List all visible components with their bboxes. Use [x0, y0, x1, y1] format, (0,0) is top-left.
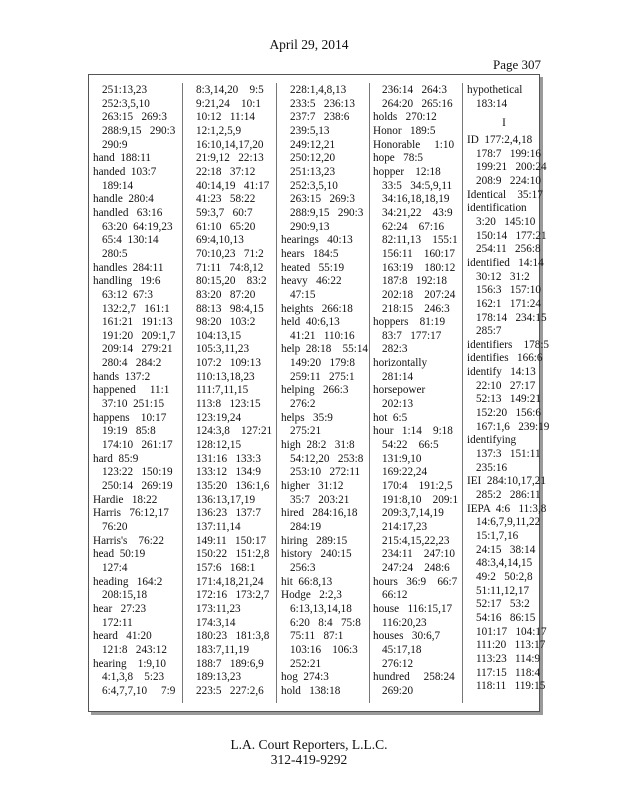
index-entry-refs: 113:23 114:9 — [476, 652, 541, 665]
index-entry-term: handled 63:16 — [93, 206, 163, 219]
index-entry-term: heights 266:18 — [281, 302, 353, 315]
index-entry-refs: 41:23 58:22 — [196, 193, 256, 206]
index-entry-term: hog 274:3 — [281, 671, 329, 684]
index-entry-term: ID 177:2,4,18 — [467, 133, 533, 146]
index-entry-refs: 131:9,10 — [382, 452, 422, 465]
index-entry-refs: 276:2 — [290, 398, 316, 411]
index-entry-refs: 218:15 246:3 — [382, 302, 450, 315]
index-entry-refs: 4:1,3,8 5:23 — [102, 671, 165, 684]
index-entry-term: IEPA 4:6 11:3,8 — [467, 502, 547, 515]
index-entry-refs: 209:14 279:21 — [102, 343, 173, 356]
index-entry-refs: 8:3,14,20 9:5 — [196, 84, 264, 96]
index-entry-refs: 281:14 — [382, 370, 414, 383]
index-entry-refs: 10:12 11:14 — [196, 111, 255, 124]
index-entry-term: heavy 46:22 — [281, 275, 342, 288]
index-entry-term: happened 11:1 — [93, 384, 170, 397]
index-entry-term: handle 280:4 — [93, 193, 154, 206]
index-entry-term: hear 27:23 — [93, 602, 147, 615]
index-entry-term: Honor 189:5 — [373, 124, 436, 137]
index-entry-refs: 132:2,7 161:1 — [102, 302, 170, 315]
index-entry-refs: 253:10 272:11 — [290, 466, 361, 479]
index-entry-term: Honorable 1:10 — [373, 138, 455, 151]
index-entry-refs: 63:20 64:19,23 — [102, 220, 173, 233]
index-entry-term: helping 266:3 — [281, 384, 349, 397]
index-entry-refs: 34:16,18,18,19 — [382, 193, 450, 206]
index-entry-term: IEI 284:10,17,21 — [467, 475, 546, 488]
index-column-4 — [373, 84, 463, 704]
index-entry-refs: 256:3 — [290, 561, 316, 574]
index-entry-refs: 288:9,15 290:3 — [290, 206, 364, 219]
index-entry-refs: 172:16 173:2,7 — [196, 589, 270, 602]
index-entry-refs: 80:15,20 83:2 — [196, 275, 267, 288]
index-entry-refs: 83:20 87:20 — [196, 288, 256, 301]
index-entry-term: help 28:18 55:14 — [281, 343, 369, 356]
index-entry-refs: 170:4 191:2,5 — [382, 480, 453, 493]
index-entry-refs: 35:7 203:21 — [290, 493, 350, 506]
section-letter: I — [502, 117, 506, 130]
index-entry-refs: 235:16 — [476, 461, 508, 474]
page-number: Page 307 — [493, 57, 542, 72]
index-entry-term: hit 66:8,13 — [281, 575, 333, 588]
index-entry-refs: 233:5 236:13 — [290, 97, 355, 110]
index-entry-term: hearings 40:13 — [281, 234, 353, 247]
index-entry-refs: 282:3 — [382, 343, 408, 356]
index-entry-refs: 250:14 269:19 — [102, 480, 173, 493]
index-entry-refs: 191:8,10 209:1 — [382, 493, 459, 506]
index-entry-term: holds 270:12 — [373, 111, 437, 124]
index-entry-term: hired 284:16,18 — [281, 507, 358, 520]
index-entry-refs: 247:24 248:6 — [382, 561, 450, 574]
index-entry-refs: 199:21 200:24 — [476, 161, 547, 174]
index-entry-refs: 264:20 265:16 — [382, 97, 453, 110]
index-entry-refs: 250:12,20 — [290, 152, 336, 165]
index-entry-refs: 103:16 106:3 — [290, 643, 358, 656]
index-entry-refs: 52:17 53:2 — [476, 598, 530, 611]
index-entry-refs: 30:12 31:2 — [476, 270, 530, 283]
index-entry-term: happens 10:17 — [93, 411, 167, 424]
index-entry-refs: 149:11 150:17 — [196, 534, 267, 547]
index-entry-refs: 284:19 — [290, 521, 322, 533]
index-entry-refs: 188:7 189:6,9 — [196, 657, 264, 670]
index-entry-term: helps 35:9 — [281, 411, 333, 424]
index-entry-term: Identical 35:17 — [467, 188, 543, 201]
index-entry-refs: 249:12,21 — [290, 138, 336, 151]
index-entry-refs: 152:20 156:6 — [476, 407, 541, 420]
index-entry-refs: 6:13,13,14,18 — [290, 602, 352, 615]
index-entry-refs: 110:13,18,23 — [196, 370, 255, 383]
footer-company: L.A. Court Reporters, L.L.C. — [230, 737, 388, 752]
index-entry-term: identification — [467, 202, 527, 215]
index-entry-refs: 54:22 66:5 — [382, 439, 439, 452]
index-entry-refs: 83:7 177:17 — [382, 329, 442, 342]
index-entry-refs: 280:5 — [102, 247, 128, 260]
index-entry-refs: 88:13 98:4,15 — [196, 302, 264, 315]
index-entry-refs: 45:17,18 — [382, 643, 422, 656]
index-entry-refs: 9:21,24 10:1 — [196, 97, 261, 110]
index-entry-term: heard 41:20 — [93, 630, 152, 643]
index-entry-refs: 70:10,23 71:2 — [196, 247, 264, 260]
index-entry-refs: 172:11 — [102, 616, 133, 629]
index-entry-refs: 251:13,23 — [102, 84, 148, 96]
index-entry-term: hour 1:14 9:18 — [373, 425, 453, 438]
index-entry-refs: 37:10 251:15 — [102, 398, 165, 411]
index-entry-refs: 189:13,23 — [196, 671, 242, 684]
index-entry-term: handling 19:6 — [93, 275, 161, 288]
index-entry-refs: 65:4 130:14 — [102, 234, 159, 247]
index-entry-refs: 169:22,24 — [382, 466, 428, 479]
index-entry-term: head 50:19 — [93, 548, 146, 561]
index-entry-refs: 33:5 34:5,9,11 — [382, 179, 453, 192]
index-entry-term: hundred 258:24 — [373, 671, 455, 684]
index-entry-term: Hardie 18:22 — [93, 493, 158, 506]
index-entry-refs: 133:12 134:9 — [196, 466, 261, 479]
index-entry-refs: 135:20 136:1,6 — [196, 480, 270, 493]
index-entry-refs: 116:20,23 — [382, 616, 427, 629]
index-entry-refs: 285:7 — [476, 325, 502, 338]
index-entry-refs: 111:20 113:17 — [476, 639, 546, 652]
index-entry-refs: 111:7,11,15 — [196, 384, 249, 397]
index-column-2 — [187, 84, 277, 704]
index-entry-refs: 149:20 179:8 — [290, 357, 355, 370]
index-entry-refs: 275:21 — [290, 425, 322, 438]
index-entry-refs: 263:15 269:3 — [102, 111, 167, 124]
index-entry-term: handed 103:7 — [93, 165, 157, 178]
index-entry-refs: 285:2 286:11 — [476, 489, 541, 502]
index-entry-term: hand 188:11 — [93, 152, 152, 165]
footer-phone: 312-419-9292 — [270, 752, 348, 767]
index-entry-term: hot 6:5 — [373, 411, 408, 424]
index-entry-term: Harris 76:12,17 — [93, 507, 169, 520]
index-table-frame — [88, 74, 550, 712]
index-entry-refs: 180:23 181:3,8 — [196, 630, 270, 643]
index-entry-refs: 171:4,18,21,24 — [196, 575, 264, 588]
index-column-1 — [93, 84, 183, 704]
index-entry-refs: 157:6 168:1 — [196, 561, 256, 574]
index-entry-refs: 3:20 145:10 — [476, 215, 536, 228]
index-entry-refs: 49:2 50:2,8 — [476, 570, 533, 583]
index-entry-refs: 137:11,14 — [196, 521, 241, 533]
index-entry-refs: 136:13,17,19 — [196, 493, 256, 506]
index-entry-refs: 214:17,23 — [382, 521, 428, 533]
index-entry-term: hard 85:9 — [93, 452, 139, 465]
index-entry-refs: 237:7 238:6 — [290, 111, 350, 124]
index-entry-term: hears 184:5 — [281, 247, 339, 260]
index-entry-refs: 178:7 199:16 — [476, 147, 541, 160]
index-entry-refs: 101:17 104:17 — [476, 625, 547, 638]
index-entry-refs: 162:1 171:24 — [476, 297, 541, 310]
index-entry-refs: 69:4,10,13 — [196, 234, 244, 247]
index-entry-refs: 136:23 137:7 — [196, 507, 261, 520]
index-entry-refs: 167:1,6 239:19 — [476, 420, 550, 433]
index-entry-refs: 12:1,2,5,9 — [196, 124, 242, 137]
index-entry-refs: 150:14 177:21 — [476, 229, 547, 242]
index-entry-refs: 40:14,19 41:17 — [196, 179, 270, 192]
index-entry-refs: 252:3,5,10 — [290, 179, 338, 192]
index-entry-refs: 124:3,8 127:21 — [196, 425, 273, 438]
index-entry-refs: 51:11,12,17 — [476, 584, 530, 597]
index-entry-refs: 47:15 — [290, 288, 316, 301]
index-entry-refs: 215:4,15,22,23 — [382, 534, 450, 547]
index-entry-term: heated 55:19 — [281, 261, 345, 274]
index-entry-term: higher 31:12 — [281, 480, 344, 493]
index-entry-term: identifying — [467, 434, 517, 447]
index-entry-refs: 24:15 38:14 — [476, 543, 536, 556]
index-entry-refs: 19:19 85:8 — [102, 425, 156, 438]
index-entry-refs: 189:14 — [102, 179, 134, 192]
index-entry-refs: 202:13 — [382, 398, 414, 411]
index-entry-refs: 174:3,14 — [196, 616, 236, 629]
index-entry-refs: 251:13,23 — [290, 165, 336, 178]
index-entry-refs: 15:1,7,16 — [476, 530, 519, 542]
index-entry-term: hopper 12:18 — [373, 165, 441, 178]
index-entry-term: hope 78:5 — [373, 152, 424, 165]
index-entry-refs: 127:4 — [102, 561, 128, 574]
index-entry-refs: 71:11 74:8,12 — [196, 261, 264, 274]
index-entry-term: heading 164:2 — [93, 575, 163, 588]
index-column-3 — [281, 84, 371, 704]
index-entry-term: identify 14:13 — [467, 366, 536, 379]
header-date: April 29, 2014 — [269, 37, 349, 52]
index-entry-refs: 178:14 234:15 — [476, 311, 547, 324]
index-entry-refs: 239:5,13 — [290, 124, 330, 137]
index-entry-term: high 28:2 31:8 — [281, 439, 355, 452]
index-entry-refs: 254:11 256:8 — [476, 243, 541, 256]
index-entry-refs: 259:11 275:1 — [290, 370, 355, 383]
index-entry-refs: 252:3,5,10 — [102, 97, 150, 110]
index-entry-refs: 63:12 67:3 — [102, 288, 153, 301]
index-entry-term: held 40:6,13 — [281, 316, 340, 329]
index-entry-refs: 156:3 157:10 — [476, 284, 541, 297]
index-entry-refs: 21:9,12 22:13 — [196, 152, 264, 165]
index-entry-refs: 54:12,20 253:8 — [290, 452, 364, 465]
index-entry-refs: 34:21,22 43:9 — [382, 206, 453, 219]
index-entry-refs: 16:10,14,17,20 — [196, 138, 264, 151]
index-entry-refs: 121:8 243:12 — [102, 643, 167, 656]
index-entry-term: houses 30:6,7 — [373, 630, 441, 643]
index-entry-refs: 54:16 86:15 — [476, 611, 536, 624]
index-entry-term: hoppers 81:19 — [373, 316, 446, 329]
index-entry-refs: 6:4,7,7,10 7:9 — [102, 684, 176, 697]
index-entry-refs: 118:11 119:15 — [476, 680, 546, 693]
index-entry-refs: 98:20 103:2 — [196, 316, 256, 329]
index-entry-refs: 290:9,13 — [290, 220, 330, 233]
index-entry-term: handles 284:11 — [93, 261, 164, 274]
index-entry-refs: 150:22 151:2,8 — [196, 548, 270, 561]
index-entry-term: identified 14:14 — [467, 256, 544, 269]
index-entry-refs: 236:14 264:3 — [382, 84, 447, 96]
index-entry-refs: 228:1,4,8,13 — [290, 84, 347, 96]
index-entry-refs: 105:3,11,23 — [196, 343, 250, 356]
index-entry-term: horsepower — [373, 384, 426, 397]
index-entry-refs: 22:18 37:12 — [196, 165, 256, 178]
index-entry-refs: 173:11,23 — [196, 602, 241, 615]
index-entry-refs: 209:3,7,14,19 — [382, 507, 444, 520]
index-entry-refs: 161:21 191:13 — [102, 316, 173, 329]
index-entry-refs: 174:10 261:17 — [102, 439, 173, 452]
index-column-5 — [467, 84, 550, 704]
index-entry-refs: 252:21 — [290, 657, 322, 670]
index-entry-refs: 123:19,24 — [196, 411, 242, 424]
index-entry-refs: 123:22 150:19 — [102, 466, 173, 479]
index-entry-refs: 113:8 123:15 — [196, 398, 261, 411]
index-entry-refs: 117:15 118:4 — [476, 666, 541, 679]
index-entry-refs: 14:6,7,9,11,22 — [476, 516, 541, 529]
index-entry-refs: 75:11 87:1 — [290, 630, 344, 643]
index-entry-refs: 234:11 247:10 — [382, 548, 455, 561]
index-entry-refs: 187:8 192:18 — [382, 275, 447, 288]
index-entry-refs: 290:9 — [102, 138, 128, 151]
index-entry-refs: 183:7,11,19 — [196, 643, 250, 656]
index-entry-term: identifiers 178:5 — [467, 338, 550, 351]
index-entry-refs: 131:16 133:3 — [196, 452, 261, 465]
index-entry-refs: 208:9 224:10 — [476, 174, 541, 187]
index-entry-refs: 263:15 269:3 — [290, 193, 355, 206]
index-entry-term: hours 36:9 66:7 — [373, 575, 458, 588]
index-entry-refs: 76:20 — [102, 521, 128, 533]
index-entry-term: Harris's 76:22 — [93, 534, 164, 547]
index-entry-refs: 6:20 8:4 75:8 — [290, 616, 361, 629]
index-entry-refs: 48:3,4,14,15 — [476, 557, 533, 570]
index-entry-term: horizontally — [373, 357, 428, 370]
index-entry-refs: 82:11,13 155:1 — [382, 234, 458, 247]
index-entry-term: identifies 166:6 — [467, 352, 543, 365]
index-entry-refs: 280:4 284:2 — [102, 357, 162, 370]
index-entry-refs: 191:20 209:1,7 — [102, 329, 176, 342]
index-entry-refs: 62:24 67:16 — [382, 220, 445, 233]
index-entry-refs: 183:14 — [476, 97, 508, 110]
index-entry-refs: 22:10 27:17 — [476, 379, 536, 392]
index-entry-term: history 240:15 — [281, 548, 352, 561]
index-entry-refs: 156:11 160:17 — [382, 247, 455, 260]
index-entry-term: hearing 1:9,10 — [93, 657, 167, 670]
index-entry-refs: 66:12 — [382, 589, 408, 602]
index-entry-refs: 59:3,7 60:7 — [196, 206, 253, 219]
index-entry-refs: 128:12,15 — [196, 439, 242, 452]
index-entry-refs: 288:9,15 290:3 — [102, 124, 176, 137]
index-entry-refs: 223:5 227:2,6 — [196, 684, 264, 697]
index-entry-term: hands 137:2 — [93, 370, 151, 383]
index-entry-refs: 208:15,18 — [102, 589, 148, 602]
index-entry-term: hiring 289:15 — [281, 534, 348, 547]
index-entry-refs: 41:21 110:16 — [290, 329, 355, 342]
index-entry-refs: 276:12 — [382, 657, 414, 670]
index-entry-term: hypothetical — [467, 84, 523, 96]
index-entry-refs: 163:19 180:12 — [382, 261, 456, 274]
index-entry-refs: 269:20 — [382, 684, 414, 697]
index-entry-refs: 52:13 149:21 — [476, 393, 541, 406]
index-entry-refs: 107:2 109:13 — [196, 357, 261, 370]
index-entry-refs: 137:3 151:11 — [476, 448, 541, 461]
index-entry-refs: 104:13,15 — [196, 329, 242, 342]
index-entry-term: Hodge 2:2,3 — [281, 589, 342, 602]
index-entry-refs: 202:18 207:24 — [382, 288, 456, 301]
index-entry-refs: 61:10 65:20 — [196, 220, 256, 233]
index-entry-term: hold 138:18 — [281, 684, 341, 697]
index-entry-term: house 116:15,17 — [373, 602, 453, 615]
